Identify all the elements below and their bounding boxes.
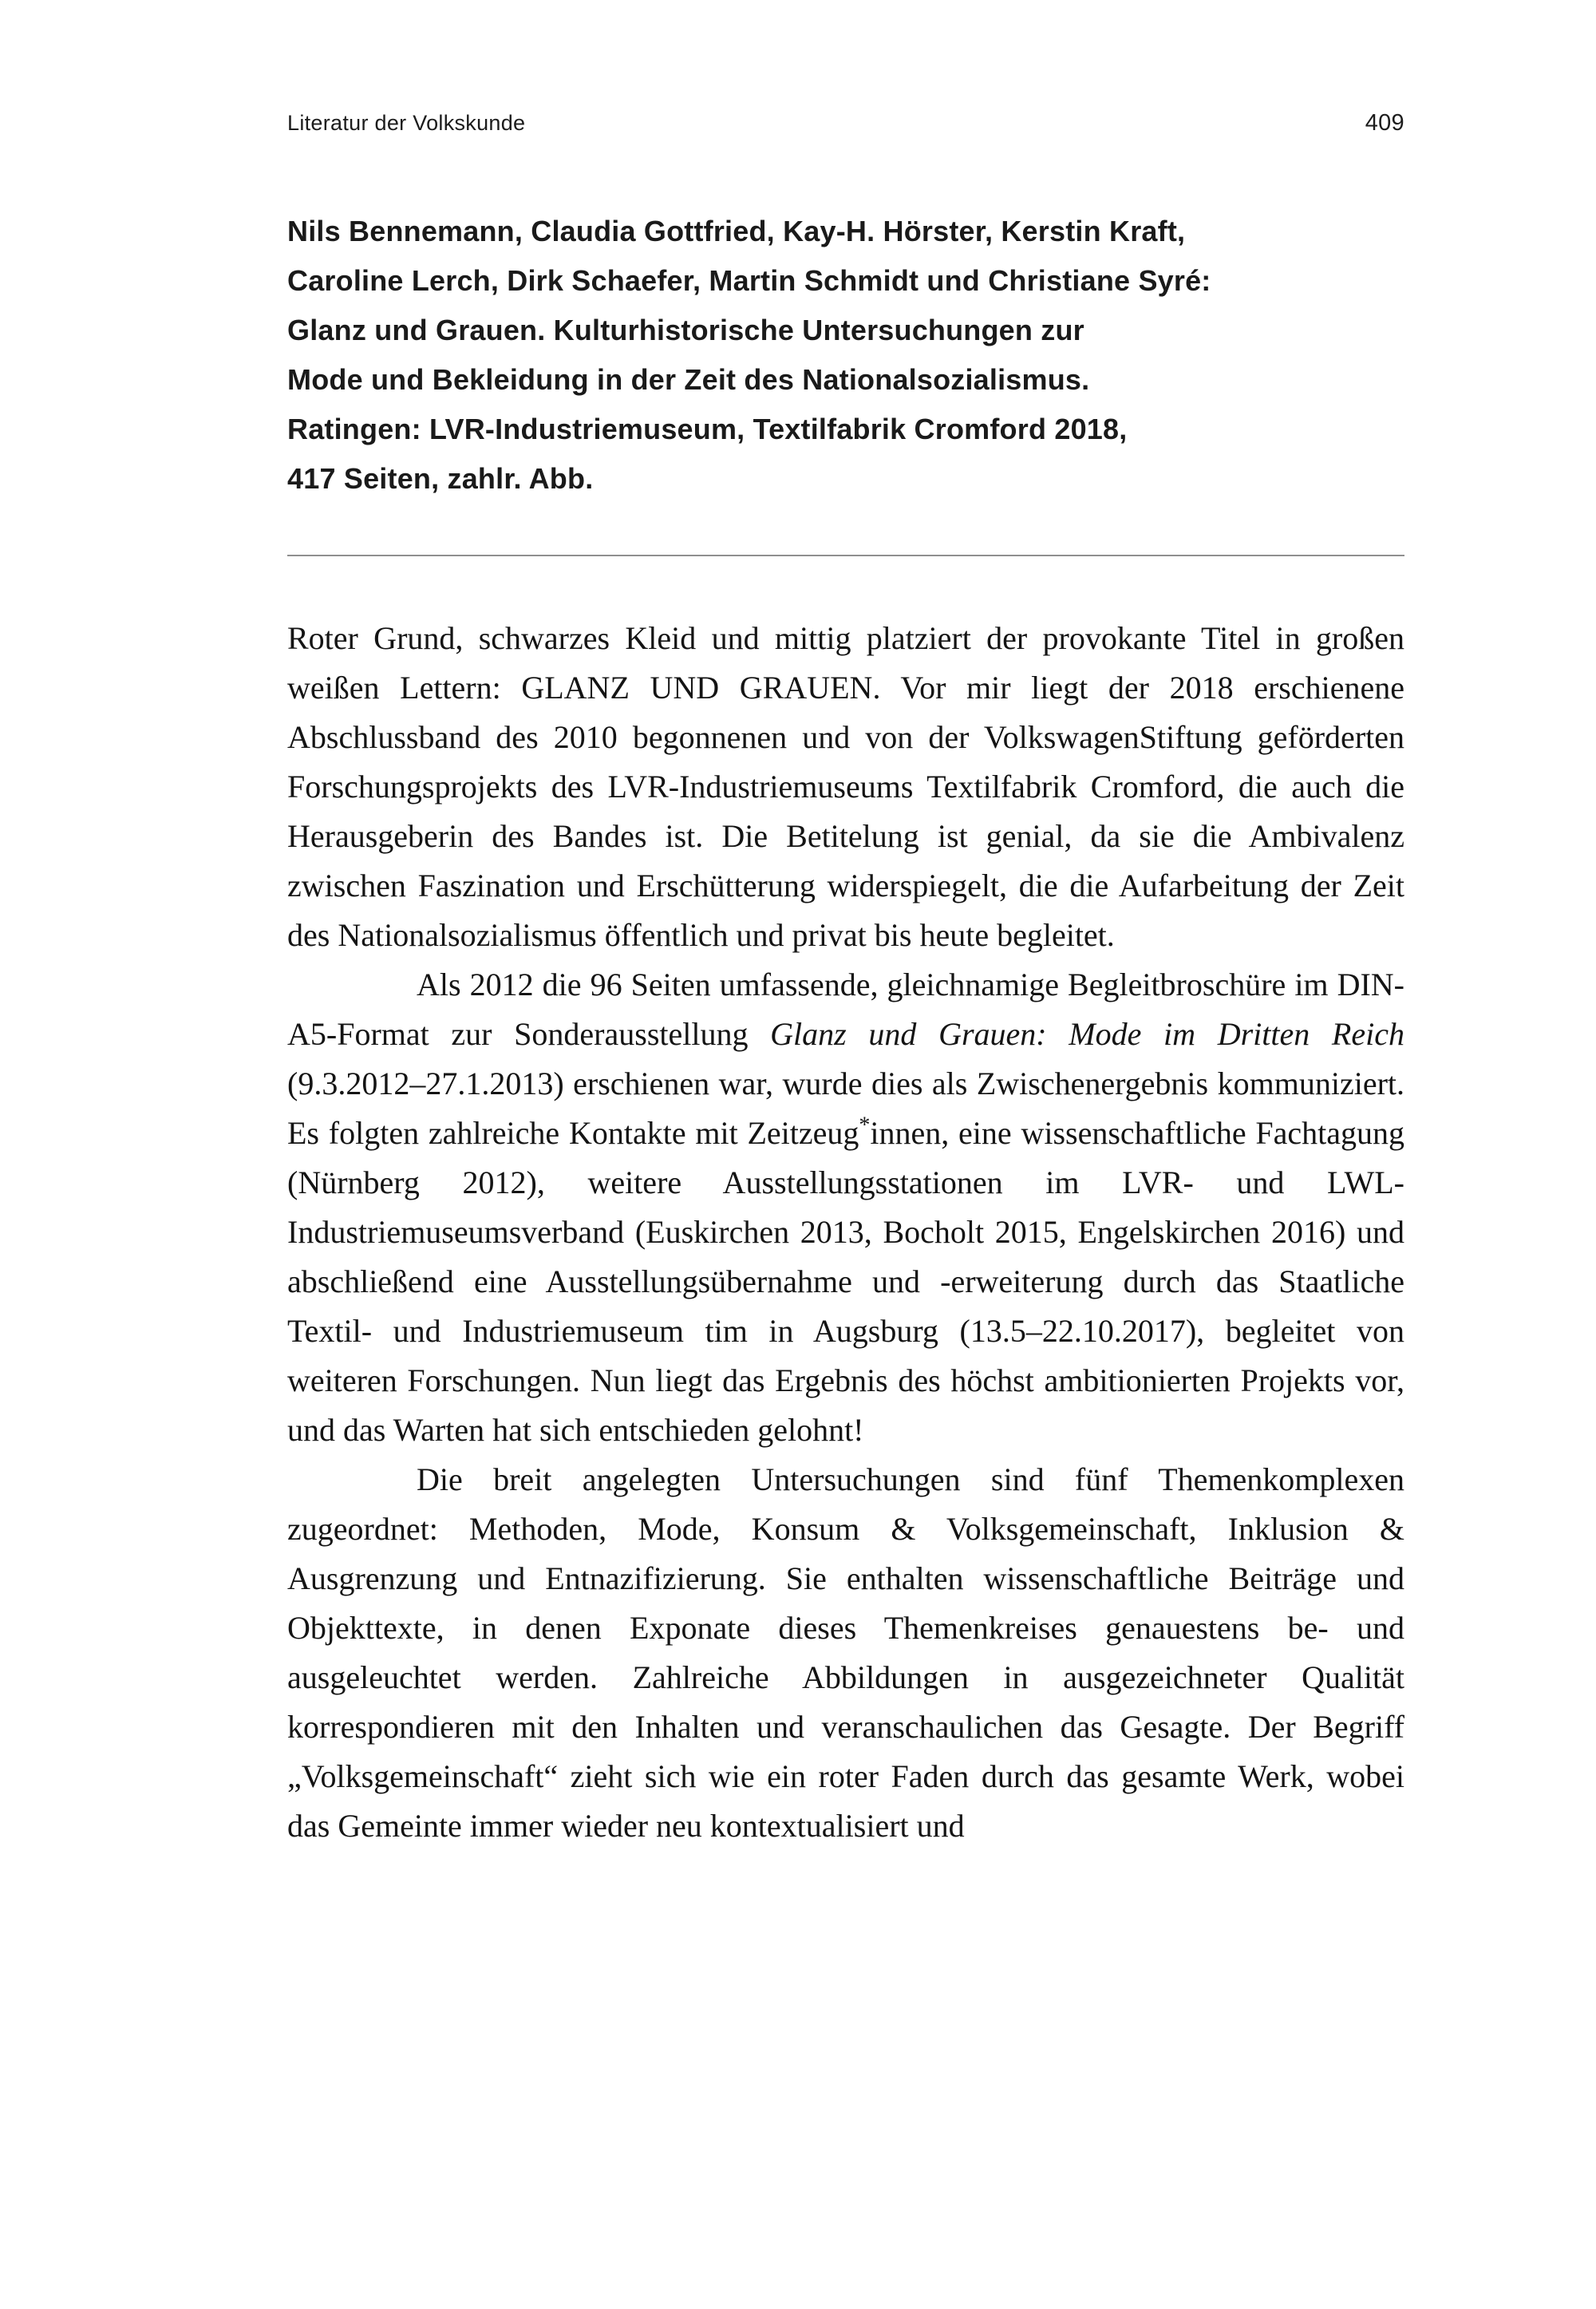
running-title: Literatur der Volkskunde	[287, 111, 526, 135]
citation-line-publisher: Ratingen: LVR-Industriemuseum, Textilfabrik Cromford 2018,	[287, 413, 1128, 445]
text-run: (9.3.2012–27.1.2013) erschienen war, wurde dies als Zwischenergebnis kommuniziert. Es folgten zahlreiche Kontakte mit Zeitzeug	[287, 1066, 1404, 1151]
text-run: innen, eine wissenschaftliche Fachtagung (Nürnberg 2012), weitere Ausstellungsstationen im LVR- und LWL-Industriemuseumsverband (Euskirchen 2013, Bocholt 2015, Engelskirchen 2016) und abschließend eine Ausstellungsübernahme und -erweiterung durch das Staatliche Textil- und Industriemuseum tim in Augsburg (13.5–22.10.2017), begleitet von weiteren Forschungen. Nun liegt das Ergebnis des höchst ambitionierten Projekts vor, und das Warten hat sich entschieden gelohnt!	[287, 1115, 1404, 1448]
review-body	[287, 614, 1404, 1851]
paragraph	[287, 614, 1404, 960]
gender-star: *	[859, 1113, 871, 1138]
citation-line-title-1: Glanz und Grauen. Kulturhistorische Untersuchungen zur	[287, 314, 1084, 346]
citation-line-pages: 417 Seiten, zahlr. Abb.	[287, 462, 594, 495]
page-content	[287, 110, 1404, 1851]
citation-line-authors-2: Caroline Lerch, Dirk Schaefer, Martin Schmidt und Christiane Syré:	[287, 264, 1211, 297]
text-run: Die breit angelegten Untersuchungen sind fünf Themenkomplexen zugeordnet: Methoden, Mode, Konsum & Volksgemeinschaft, Inklusion & Ausgrenzung und Entnazifizierung. Sie enthalten wissenschaftliche Beiträge und Objekttexte, in denen Exponate dieses Themenkreises genauestens be- und ausgeleuchtet werden. Zahlreiche Abbildungen in ausgezeichneter Qualität korrespondieren mit den Inhalten und veranschaulichen das Gesagte. Der Begriff „Volksgemeinschaft“ zieht sich wie ein roter Faden durch das gesamte Werk, wobei das Gemeinte immer wieder neu kontextualisiert und	[287, 1461, 1404, 1844]
text-run: Roter Grund, schwarzes Kleid und mittig platziert der provokante Titel in großen weißen Lettern: GLANZ UND GRAUEN. Vor mir liegt der 2018 erschienene Abschlussband des 2010 begonnenen und von der VolkswagenStiftung geförderten Forschungsprojekts des LVR-Industriemuseums Textilfabrik Cromford, die auch die Herausgeberin des Bandes ist. Die Betitelung ist genial, da sie die Ambivalenz zwischen Faszination und Erschütterung widerspiegelt, die die Aufarbeitung der Zeit des Nationalsozialismus öffentlich und privat bis heute begleitet.	[287, 620, 1404, 953]
paragraph	[287, 960, 1404, 1455]
text-run: Als 2012 die 96 Seiten umfassende, gleichnamige Begleitbroschüre im DIN-A5-Format zur Sonderausstellung	[287, 967, 1404, 1052]
book-citation	[287, 207, 1404, 504]
page-number: 409	[1365, 110, 1404, 136]
section-divider	[287, 555, 1404, 556]
paragraph	[287, 1455, 1404, 1851]
citation-line-authors-1: Nils Bennemann, Claudia Gottfried, Kay-H. Hörster, Kerstin Kraft,	[287, 215, 1186, 247]
italic-text-run: Glanz und Grauen: Mode im Dritten Reich	[770, 1016, 1404, 1052]
running-head	[287, 110, 1404, 136]
citation-line-title-2: Mode und Bekleidung in der Zeit des Nationalsozialismus.	[287, 363, 1090, 396]
